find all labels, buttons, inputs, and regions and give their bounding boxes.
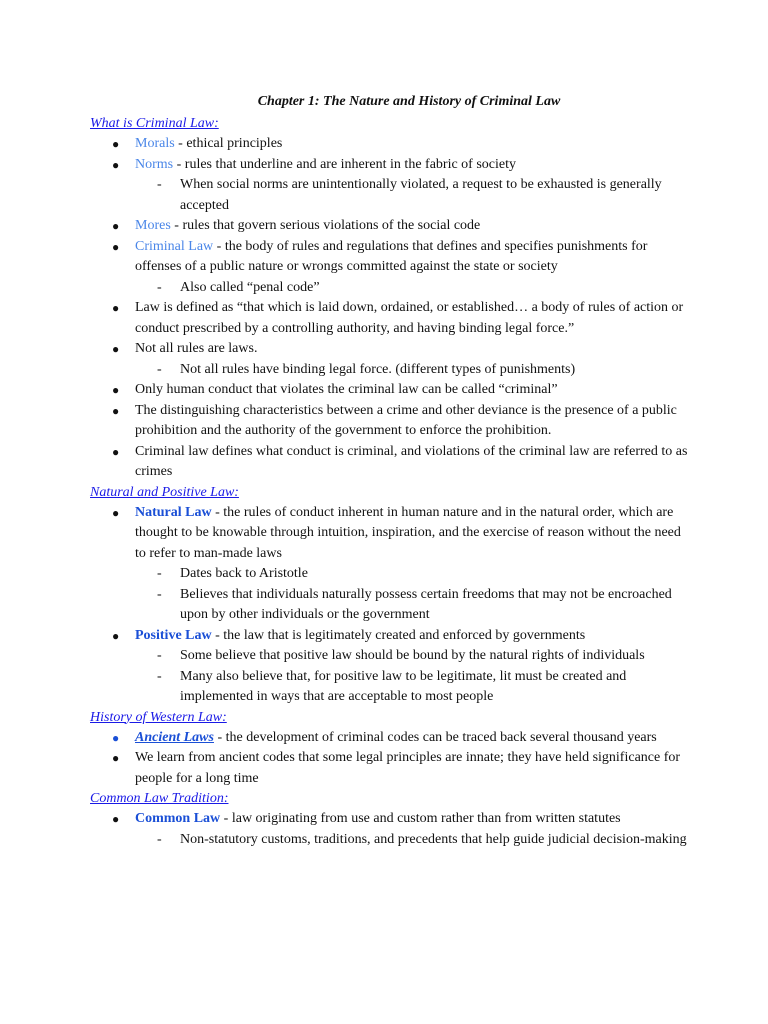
list-item <box>90 339 690 380</box>
sub-list <box>135 564 690 626</box>
western-law-list <box>90 728 690 790</box>
section-heading-criminal-law[interactable]: What is Criminal Law: <box>90 116 219 131</box>
term-positive-law: Positive Law <box>135 627 212 643</box>
bullet-icon: ● <box>112 812 120 826</box>
list-item <box>90 442 690 483</box>
item-text: Not all rules are laws. <box>135 341 258 356</box>
definition-text: - the body of rules and regulations that defines and specifies punishments for offenses of a public nature or wrongs committed against the state or society <box>135 238 648 274</box>
term-morals: Morals <box>135 136 175 151</box>
definition-text: - the law that is legitimately created and enforced by governments <box>211 627 586 643</box>
list-item <box>90 728 690 749</box>
sub-item-text: Many also believe that, for positive law to be legitimate, lit must be created and implemented in ways that are acceptable to most people <box>180 668 627 704</box>
dash-icon: - <box>157 831 162 847</box>
term-norms: Norms <box>135 156 174 172</box>
criminal-law-list <box>90 134 690 483</box>
definition-text: - ethical principles <box>174 136 283 151</box>
bullet-icon: ● <box>112 751 120 765</box>
definition-text: - law originating from use and custom rather than from written statutes <box>220 811 621 826</box>
list-item <box>90 809 690 850</box>
list-item <box>90 380 690 401</box>
bullet-icon: ● <box>112 137 120 151</box>
common-law-list <box>90 809 690 850</box>
item-text: Law is defined as “that which is laid down, ordained, or established… a body of rules of action or conduct prescribed by a controlling authority, and having binding legal force.” <box>135 300 684 336</box>
item-text: Only human conduct that violates the criminal law can be called “criminal” <box>135 382 558 397</box>
section-heading-western-law[interactable]: History of Western Law: <box>90 709 227 725</box>
dash-icon: - <box>157 566 162 581</box>
sub-list-item <box>135 175 690 216</box>
sub-item-text: Not all rules have binding legal force. (different types of punishments) <box>180 361 576 377</box>
list-item <box>90 401 690 442</box>
bullet-icon: ● <box>112 730 120 745</box>
sub-item-text: Some believe that positive law should be bound by the natural rights of individuals <box>180 648 645 663</box>
natural-positive-list <box>90 503 690 708</box>
sub-list-item <box>135 830 690 851</box>
definition-text: - rules that govern serious violations of the social code <box>170 218 481 233</box>
list-item <box>90 134 690 155</box>
document-page <box>90 92 690 850</box>
dash-icon: - <box>157 586 162 602</box>
sub-item-text: Also called “penal code” <box>180 279 320 295</box>
list-item <box>90 298 690 339</box>
list-item <box>90 503 690 626</box>
sub-item-text: Believes that individuals naturally possess certain freedoms that may not be encroached upon by other individuals or the government <box>180 586 672 622</box>
sub-item-text: Dates back to Aristotle <box>180 566 308 581</box>
bullet-icon: ● <box>112 383 120 397</box>
sub-list <box>135 830 690 851</box>
dash-icon: - <box>157 668 162 684</box>
term-common-law: Common Law <box>135 811 221 826</box>
sub-list <box>135 278 690 299</box>
definition-text: - rules that underline and are inherent in the fabric of society <box>173 156 516 172</box>
term-mores: Mores <box>135 218 171 233</box>
bullet-icon: ● <box>112 301 120 315</box>
sub-list <box>135 646 690 708</box>
definition-text: - the rules of conduct inherent in human nature and in the natural order, which are thought to be knowable through intuition, inspiration, and the exercise of reason without the need to refer to man-made laws <box>135 504 681 561</box>
list-item <box>90 237 690 299</box>
sub-list-item <box>135 360 690 381</box>
bullet-icon: ● <box>112 219 120 233</box>
sub-list-item <box>135 585 690 626</box>
sub-item-text: When social norms are unintentionally violated, a request to be exhausted is generally accepted <box>180 177 662 213</box>
list-item <box>90 626 690 708</box>
item-text: The distinguishing characteristics between a crime and other deviance is the presence of a public prohibition and the authority of the government to enforce the prohibition. <box>135 402 677 438</box>
sub-list-item <box>135 278 690 299</box>
dash-icon: - <box>157 177 162 192</box>
list-item <box>90 748 690 789</box>
dash-icon: - <box>157 361 162 377</box>
item-text: We learn from ancient codes that some legal principles are innate; they have held significance for people for a long time <box>135 750 681 786</box>
item-text: Criminal law defines what conduct is criminal, and violations of the criminal law are referred to as crimes <box>135 443 688 479</box>
bullet-icon: ● <box>112 403 120 418</box>
page-title: Chapter 1: The Nature and History of Criminal Law <box>257 94 561 109</box>
list-item <box>90 155 690 217</box>
sub-list <box>135 175 690 216</box>
dash-icon: - <box>157 279 162 295</box>
section-heading-common-law[interactable]: Common Law Tradition: <box>90 791 229 806</box>
bullet-icon: ● <box>112 239 120 254</box>
bullet-icon: ● <box>112 505 120 520</box>
bullet-icon: ● <box>112 444 120 459</box>
sub-list-item <box>135 646 690 667</box>
sub-list-item <box>135 667 690 708</box>
bullet-icon: ● <box>112 628 120 643</box>
bullet-icon: ● <box>112 157 120 172</box>
term-natural-law: Natural Law <box>135 504 212 520</box>
term-criminal-law: Criminal Law <box>135 238 214 254</box>
list-item <box>90 216 690 237</box>
section-heading-natural-positive-law[interactable]: Natural and Positive Law: <box>90 484 239 500</box>
bullet-icon: ● <box>112 342 120 356</box>
sub-list-item <box>135 564 690 585</box>
sub-list <box>135 360 690 381</box>
dash-icon: - <box>157 648 162 663</box>
definition-text: - the development of criminal codes can be traced back several thousand years <box>213 729 657 745</box>
sub-item-text: Non-statutory customs, traditions, and precedents that help guide judicial decision-making <box>180 831 687 847</box>
term-ancient-laws-link[interactable]: Ancient Laws <box>135 729 214 745</box>
